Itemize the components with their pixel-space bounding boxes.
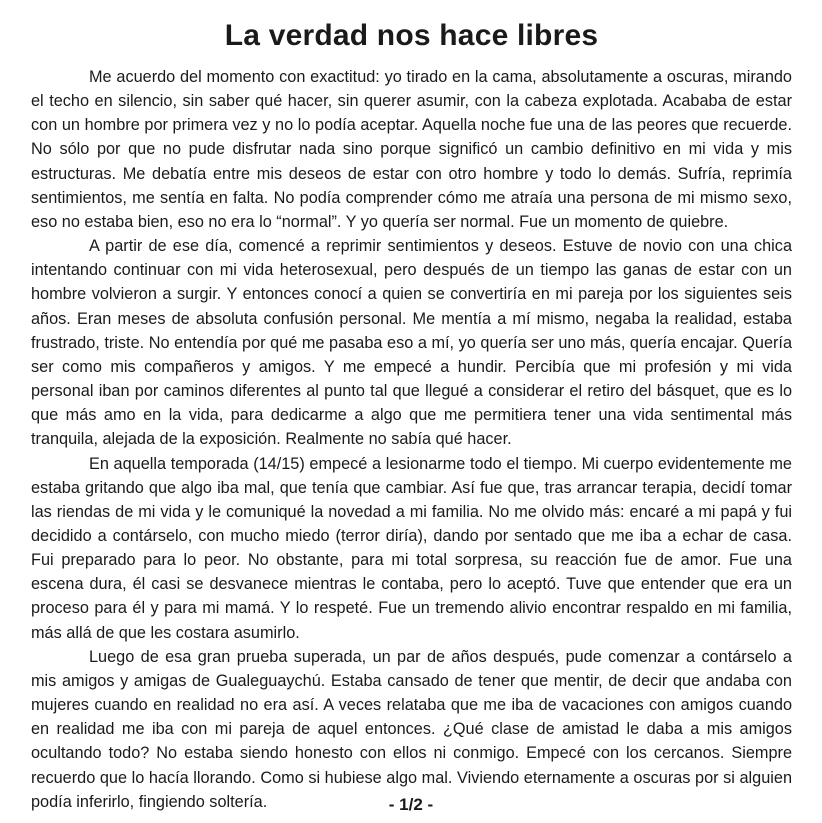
paragraph: Luego de esa gran prueba superada, un par de años después, pude comenzar a contárselo a mis amigos y amigas de Gualeguaychú. Estaba cansado de tener que mentir, de decir que andaba con mujeres cuando en realidad no era así. A veces relataba que me iba de vacaciones con amigos cuando en realidad me iba con mi pareja de aquel entonces. ¿Qué clase de amistad le daba a mis amigos ocultando todo? No estaba siendo honesto con ellos ni conmigo. Empecé con los cercanos. Siempre recuerdo que lo hacía llorando. Como si hubiese algo mal. Viviendo eternamente a oscuras por si alguien podía inferirlo, fingiendo soltería. [31, 647, 792, 811]
page-number: - 1/2 - [388, 795, 434, 814]
document-body [31, 65, 792, 814]
paragraph: En aquella temporada (14/15) empecé a lesionarme todo el tiempo. Mi cuerpo evidentemente me estaba gritando que algo iba mal, que tenía que cambiar. Así fue que, tras arrancar terapia, decidí tomar las riendas de mi vida y le comuniqué la novedad a mi familia. No me olvido más: encaré a mi papá y fui decidido a contárselo, con mucho miedo (terror diría), dando por sentado que me iba a echar de casa. Fui preparado para lo peor. No obstante, para mi total sorpresa, su reacción fue de amor. Fue una escena dura, él casi se desvanece mientras le contaba, pero lo aceptó. Tuve que entender que era un proceso para él y para mi mamá. Y lo respeté. Fue un tremendo alivio encontrar respaldo en mi familia, más allá de que les costara asumirlo. [31, 454, 792, 642]
paragraph: Me acuerdo del momento con exactitud: yo tirado en la cama, absolutamente a oscuras, mirando el techo en silencio, sin saber qué hacer, sin querer asumir, con la cabeza explotada. Acababa de estar con un hombre por primera vez y no lo podía aceptar. Aquella noche fue una de las peores que recuerde. No sólo por que no pude disfrutar nada sino porque significó un cambio definitivo en mi vida y mis estructuras. Me debatía entre mis deseos de estar con otro hombre y todo lo demás. Sufría, reprimía sentimientos, me sentía en falta. No podía comprender cómo me atraía una persona de mi mismo sexo, eso no estaba bien, eso no era lo “normal”. Y yo quería ser normal. Fue un momento de quiebre. [31, 68, 792, 231]
paragraph: A partir de ese día, comencé a reprimir sentimientos y deseos. Estuve de novio con una chica intentando continuar con mi vida heterosexual, pero después de un tiempo las ganas de estar con un hombre volvieron a surgir. Y entonces conocí a quien se convertiría en mi pareja por los siguientes seis años. Eran meses de absoluta confusión personal. Me mentía a mí mismo, negaba la realidad, estaba frustrado, triste. No entendía por qué me pasaba eso a mí, yo quería ser uno más, quería encajar. Quería ser como mis compañeros y amigos. Y me empecé a hundir. Percibía que mi profesión y mi vida personal iban por caminos diferentes al punto tal que llegué a considerar el retiro del básquet, que es lo que más amo en la vida, para dedicarme a algo que me permitiera tener una vida sentimental más tranquila, alejada de la exposición. Realmente no sabía qué hacer. [31, 237, 792, 449]
document-title: La verdad nos hace libres [224, 19, 599, 52]
